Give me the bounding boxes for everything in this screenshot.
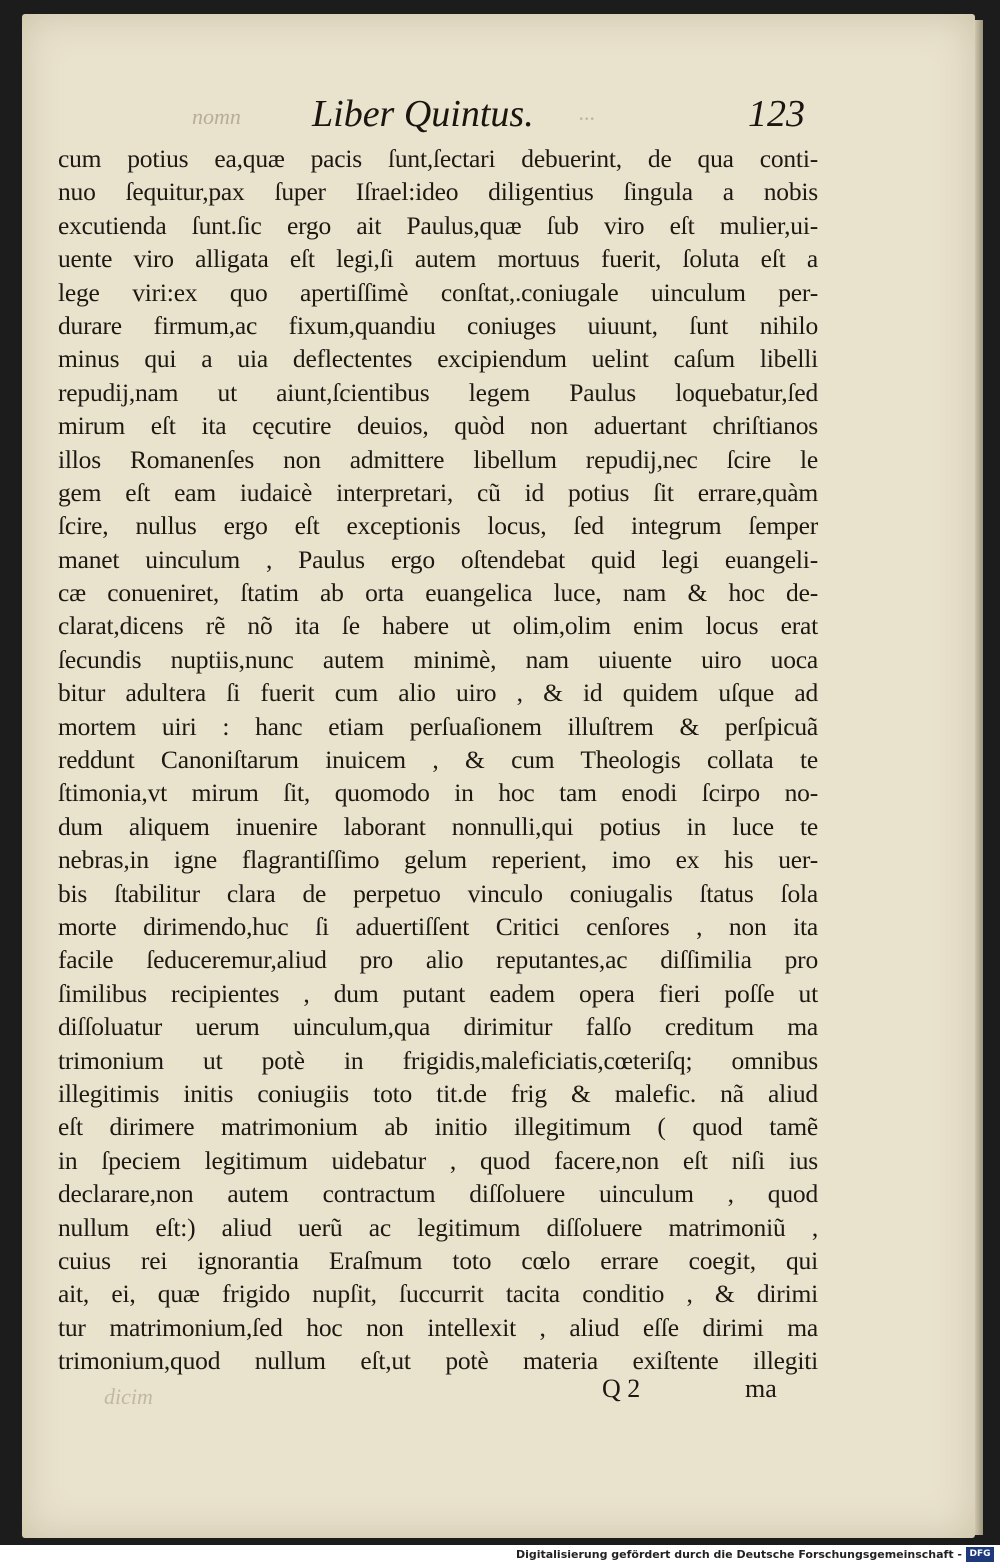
signature-mark: Q 2 bbox=[602, 1374, 641, 1403]
text-line: minus qui a uia deflectentes excipiendum uelint caſum libelli bbox=[58, 344, 818, 374]
text-line: nullum eſt:) aliud uerũ ac legitimum diſſoluere matrimoniũ , bbox=[58, 1212, 818, 1242]
text-line: cum potius ea,quæ pacis ſunt,ſectari debuerint, de qua conti- bbox=[58, 144, 818, 173]
text-line: cuius rei ignorantia Eraſmum toto cœlo errare coegit, qui bbox=[58, 1245, 818, 1275]
text-line: tur matrimonium,ſed hoc non intellexit , aliud eſſe dirimi ma bbox=[58, 1312, 818, 1342]
text-line: repudij,nam ut aiunt,ſcientibus legem Paulus loquebatur,ſed bbox=[58, 377, 818, 407]
text-line: uente viro alligata eſt legi,ſi autem mortuus fuerit, ſoluta eſt a bbox=[58, 244, 818, 274]
footer-bar bbox=[0, 1545, 1000, 1566]
text-line: ſimilibus recipientes , dum putant eadem opera fieri poſſe ut bbox=[58, 978, 818, 1008]
footer-credit: Digitalisierung gefördert durch die Deutsche Forschungsgemeinschaft - bbox=[515, 1548, 962, 1561]
text-line: diſſoluatur uerum uinculum,qua dirimitur falſo creditum ma bbox=[58, 1012, 818, 1042]
text-line: in ſpeciem legitimum uidebatur , quod facere,non eſt niſi ius bbox=[58, 1145, 818, 1175]
page-edge bbox=[975, 20, 983, 1535]
dfg-logo: DFG bbox=[966, 1547, 994, 1562]
text-line: bis ſtabilitur clara de perpetuo vinculo coniugalis ſtatus ſola bbox=[58, 878, 818, 908]
text-line: manet uinculum , Paulus ergo oſtendebat quid legi euangeli- bbox=[58, 544, 818, 574]
text-line: ait, ei, quæ frigido nupſit, ſuccurrit tacita conditio , & dirimi bbox=[58, 1279, 818, 1309]
text-line: gem eſt eam iudaicè interpretari, cũ id potius ſit errare,quàm bbox=[58, 477, 818, 507]
text-line: reddunt Canoniſtarum inuicem , & cum Theologis collata te bbox=[58, 745, 818, 775]
text-line: lege viri:ex quo apertiſſimè conſtat,.coniugale uinculum per- bbox=[58, 277, 818, 307]
show-through-text-right: ... bbox=[579, 100, 596, 125]
text-line: eſt dirimere matrimonium ab initio illegitimum ( quod tamẽ bbox=[58, 1112, 818, 1142]
text-line: facile ſeduceremur,aliud pro alio reputantes,ac diſſimilia pro bbox=[58, 945, 818, 975]
text-line: nuo ſequitur,pax ſuper Iſrael:ideo diligentius ſingula a nobis bbox=[58, 177, 818, 207]
running-head bbox=[22, 92, 975, 142]
catchword: ma bbox=[745, 1374, 777, 1403]
text-line: trimonium ut potè in frigidis,maleficiatis,cœteriſq; omnibus bbox=[58, 1045, 818, 1075]
text-line: ſcire, nullus ergo eſt exceptionis locus, ſed integrum ſemper bbox=[58, 511, 818, 541]
text-line: ſtimonia,vt mirum ſit, quomodo in hoc tam enodi ſcirpo no- bbox=[58, 778, 818, 808]
show-through-text-bottom: dicim bbox=[104, 1384, 153, 1409]
text-line: dum aliquem inuenire laborant nonnulli,qui potius in luce te bbox=[58, 811, 818, 841]
text-line: excutienda ſunt.ſic ergo ait Paulus,quæ ſub viro eſt mulier,ui- bbox=[58, 210, 818, 240]
text-line: mortem uiri : hanc etiam perſuaſionem illuſtrem & perſpicuã bbox=[58, 711, 818, 741]
text-line: clarat,dicens rẽ nõ ita ſe habere ut olim,olim enim locus erat bbox=[58, 611, 818, 641]
text-line: nebras,in igne flagrantiſſimo gelum reperient, imo ex his uer- bbox=[58, 845, 818, 875]
text-line: trimonium,quod nullum eſt,ut potè materia exiſtente illegiti bbox=[58, 1346, 818, 1376]
text-line: mirum eſt ita cęcutire deuios, quòd non aduertant chriſtianos bbox=[58, 411, 818, 441]
text-line: illos Romanenſes non admittere libellum repudij,nec ſcire le bbox=[58, 444, 818, 474]
text-line: ſecundis nuptiis,nunc autem minimè, nam uiuente uiro uoca bbox=[58, 644, 818, 674]
running-title: Liber Quintus. bbox=[312, 93, 534, 135]
body-text bbox=[58, 142, 818, 1377]
text-line: illegitimis initis coniugiis toto tit.de frig & malefic. nã aliud bbox=[58, 1078, 818, 1108]
text-line: cæ conueniret, ſtatim ab orta euangelica luce, nam & hoc de- bbox=[58, 578, 818, 608]
show-through-text-left: nomn bbox=[192, 104, 241, 129]
text-line: morte dirimendo,huc ſi aduertiſſent Critici cenſores , non ita bbox=[58, 911, 818, 941]
text-line: declarare,non autem contractum diſſoluere uinculum , quod bbox=[58, 1179, 818, 1209]
page-number: 123 bbox=[748, 93, 805, 135]
book-page bbox=[22, 14, 975, 1538]
text-line: bitur adultera ſi fuerit cum alio uiro , & id quidem uſque ad bbox=[58, 678, 818, 708]
text-line: durare firmum,ac fixum,quandiu coniuges uiuunt, ſunt nihilo bbox=[58, 310, 818, 340]
